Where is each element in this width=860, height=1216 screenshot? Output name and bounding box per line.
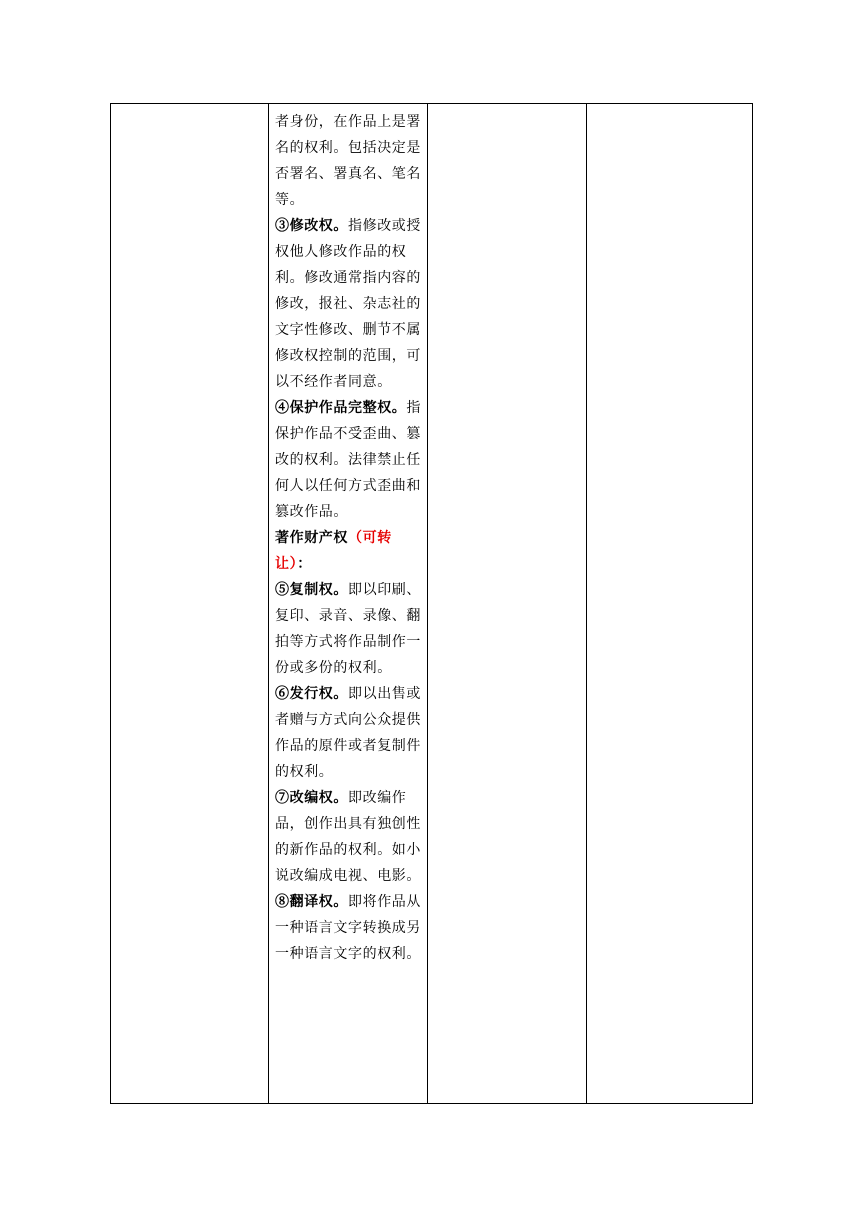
paragraph-property-rights-heading: [275, 525, 423, 577]
right-title: ④保护作品完整权。: [275, 400, 407, 416]
right-title: ⑤复制权。: [275, 582, 348, 598]
paragraph-signature-right: 者身份，在作品上是署名的权利。包括决定是否署名、署真名、笔名等。: [275, 114, 421, 208]
right-title: ⑧翻译权。: [275, 894, 348, 910]
table-cell-col1: [111, 104, 269, 1104]
paragraph-adaptation-right: [275, 785, 423, 889]
right-description: 即以印刷、复印、录音、录像、翻拍等方式将作品制作一份或多份的权利。: [275, 582, 421, 676]
right-description: 指保护作品不受歪曲、篡改的权利。法律禁止任何人以任何方式歪曲和篡改作品。: [275, 400, 422, 520]
paragraph-translation-right: [275, 889, 423, 967]
section-heading: 著作财产权: [275, 530, 348, 546]
transferable-note: （可转让）: [275, 530, 392, 572]
paragraph-reproduction-right: [275, 577, 423, 681]
paragraph-distribution-right: [275, 681, 423, 785]
table-cell-col3: [428, 104, 587, 1104]
paragraph-modification-right: [275, 213, 423, 395]
table-row: [111, 104, 753, 1104]
right-title: ③修改权。: [275, 218, 348, 234]
right-title: ⑥发行权。: [275, 686, 348, 702]
right-description: 指修改或授权他人修改作品的权利。修改通常指内容的修改，报社、杂志社的文字性修改、删节不属修改权控制的范围，可以不经作者同意。: [275, 218, 421, 390]
table-cell-col2: [269, 104, 428, 1104]
right-description: 即以出售或者赠与方式向公众提供作品的原件或者复制件的权利。: [275, 686, 421, 780]
right-title: ⑦改编权。: [275, 790, 348, 806]
content-table: [110, 103, 753, 1104]
table-cell-col4: [587, 104, 753, 1104]
cell-text: [269, 104, 427, 967]
paragraph-integrity-right: [275, 395, 423, 525]
right-description: 即改编作品，创作出具有独创性的新作品的权利。如小说改编成电视、电影。: [275, 790, 421, 884]
right-description: 即将作品从一种语言文字转换成另一种语言文字的权利。: [275, 894, 421, 962]
heading-colon: ：: [297, 556, 312, 572]
